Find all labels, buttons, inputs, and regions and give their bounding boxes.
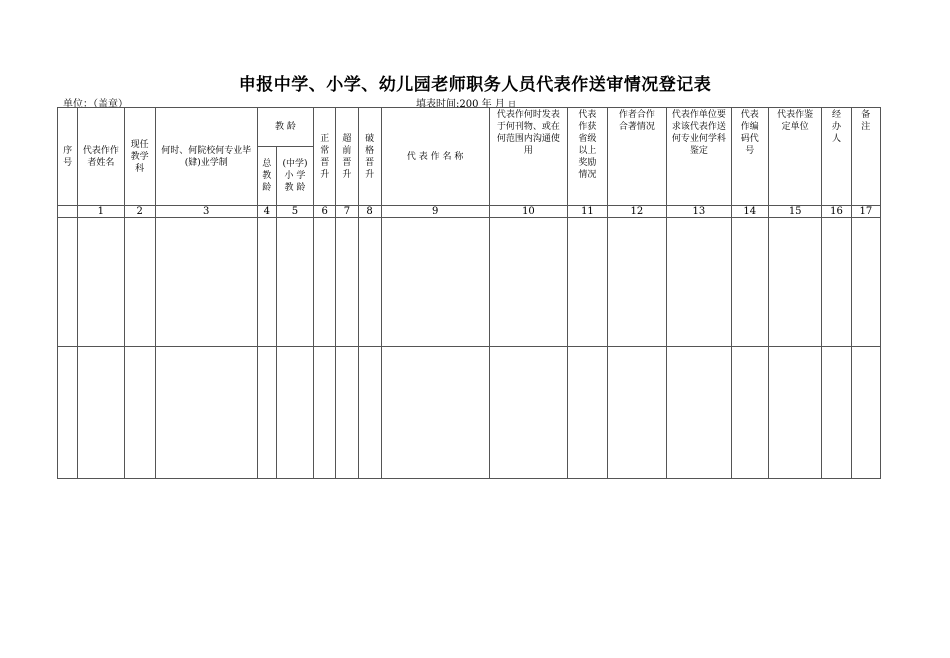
table-cell[interactable] (257, 346, 276, 478)
header-author: 代表作作者姓名 (78, 108, 124, 206)
column-number (58, 206, 78, 218)
column-number: 1 (78, 206, 124, 218)
header-work-name: 代 表 作 名 称 (381, 108, 489, 206)
column-number: 17 (851, 206, 880, 218)
column-number: 4 (257, 206, 276, 218)
table-cell[interactable] (731, 346, 768, 478)
column-number: 14 (731, 206, 768, 218)
header-review-unit: 代表作鉴定单位 (768, 108, 821, 206)
header-school-years: (中学)小 学 教 龄 (276, 147, 313, 206)
table-cell[interactable] (822, 218, 851, 346)
table-cell[interactable] (822, 346, 851, 478)
table-cell[interactable] (257, 218, 276, 346)
header-coauthor: 作者合作合著情况 (607, 108, 667, 206)
fill-day-text: 日 (508, 100, 517, 109)
header-seq: 序号 (58, 108, 78, 206)
table-cell[interactable] (336, 218, 358, 346)
table-row (58, 346, 881, 478)
table-cell[interactable] (489, 218, 568, 346)
table-cell[interactable] (607, 218, 667, 346)
table-cell[interactable] (358, 346, 381, 478)
table-cell[interactable] (607, 346, 667, 478)
column-number: 9 (381, 206, 489, 218)
header-handler: 经办人 (822, 108, 851, 206)
registration-table (57, 107, 881, 479)
header-subject: 现任教学科 (124, 108, 155, 206)
header-total-years: 总教龄 (257, 147, 276, 206)
column-number: 3 (155, 206, 257, 218)
table-cell[interactable] (851, 218, 880, 346)
table-cell[interactable] (58, 218, 78, 346)
column-number: 11 (568, 206, 607, 218)
header-exceptional-promotion: 破格晋升 (358, 108, 381, 206)
table-cell[interactable] (768, 346, 821, 478)
unit-label: 单位：（盖章） (63, 99, 128, 110)
header-publish-info: 代表作何时发表于何刊物、或在何范围内沟通使用 (489, 108, 568, 206)
table-cell[interactable] (667, 218, 732, 346)
header-review-request: 代表作单位要求该代表作送何专业何学科鉴定 (667, 108, 732, 206)
column-number: 7 (336, 206, 358, 218)
column-number: 13 (667, 206, 732, 218)
table-cell[interactable] (768, 218, 821, 346)
column-number: 12 (607, 206, 667, 218)
table-cell[interactable] (78, 346, 124, 478)
table-cell[interactable] (124, 218, 155, 346)
table-cell[interactable] (667, 346, 732, 478)
header-normal-promotion: 正常晋升 (314, 108, 336, 206)
header-code: 代表作编码代号 (731, 108, 768, 206)
header-early-promotion: 超前晋升 (336, 108, 358, 206)
table-cell[interactable] (78, 218, 124, 346)
table-cell[interactable] (568, 346, 607, 478)
header-education: 何时、何院校何专业毕(肄)业学制 (155, 108, 257, 206)
table-cell[interactable] (381, 346, 489, 478)
table-cell[interactable] (314, 218, 336, 346)
table-row (58, 218, 881, 346)
table-cell[interactable] (358, 218, 381, 346)
table-cell[interactable] (489, 346, 568, 478)
column-number: 15 (768, 206, 821, 218)
header-award: 代表作获省级以上奖励情况 (568, 108, 607, 206)
column-number: 16 (822, 206, 851, 218)
header-teaching-years: 教 龄 (257, 108, 313, 147)
table-cell[interactable] (276, 218, 313, 346)
table-cell[interactable] (381, 218, 489, 346)
table-cell[interactable] (568, 218, 607, 346)
table-cell[interactable] (851, 346, 880, 478)
table-cell[interactable] (58, 346, 78, 478)
table-cell[interactable] (155, 218, 257, 346)
table-cell[interactable] (276, 346, 313, 478)
column-number: 6 (314, 206, 336, 218)
column-number: 2 (124, 206, 155, 218)
column-number: 8 (358, 206, 381, 218)
document-title: 申报中学、小学、幼儿园老师职务人员代表作送审情况登记表 (238, 75, 712, 95)
column-number: 10 (489, 206, 568, 218)
table-cell[interactable] (731, 218, 768, 346)
table-cell[interactable] (155, 346, 257, 478)
table-cell[interactable] (314, 346, 336, 478)
table-cell[interactable] (336, 346, 358, 478)
fill-time-text: 填表时间:200 年 月 (416, 99, 505, 110)
table-cell[interactable] (124, 346, 155, 478)
column-number: 5 (276, 206, 313, 218)
header-remarks: 备注 (851, 108, 880, 206)
